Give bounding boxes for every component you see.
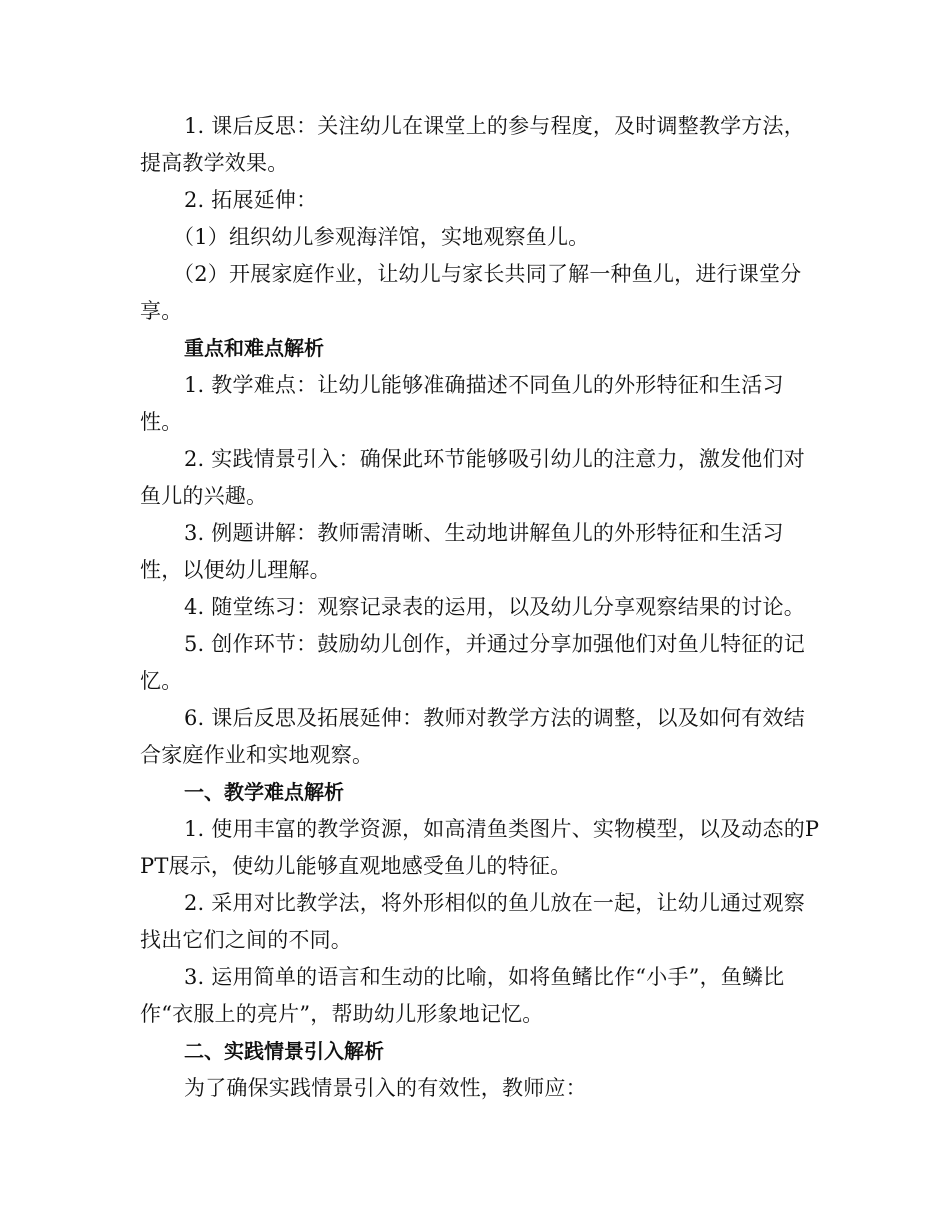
section-heading-scenario-intro: 二、实践情景引入解析 (184, 1039, 384, 1063)
section-heading-teaching-difficulty: 一、教学难点解析 (184, 780, 344, 804)
paragraph-difficulty-3: 3. 运用简单的语言和生动的比喻，如将鱼鳍比作“小手”，鱼鳞比作“衣服上的亮片”，帮助幼儿形象地记忆。 (140, 965, 785, 1026)
document-body (140, 108, 820, 1107)
paragraph-key-point-2: 2. 实践情景引入：确保此环节能够吸引幼儿的注意力，激发他们对鱼儿的兴趣。 (140, 447, 805, 508)
paragraph-scenario-intro: 为了确保实践情景引入的有效性，教师应： (184, 1076, 587, 1100)
paragraph-difficulty-2: 2. 采用对比教学法，将外形相似的鱼儿放在一起，让幼儿通过观察找出它们之间的不同。 (140, 891, 805, 952)
paragraph-key-point-5: 5. 创作环节：鼓励幼儿创作，并通过分享加强他们对鱼儿特征的记忆。 (140, 632, 805, 693)
section-heading-key-points: 重点和难点解析 (184, 336, 324, 360)
paragraph-reflection: 1. 课后反思：关注幼儿在课堂上的参与程度，及时调整教学方法，提高教学效果。 (140, 114, 805, 175)
paragraph-key-point-6: 6. 课后反思及拓展延伸：教师对教学方法的调整，以及如何有效结合家庭作业和实地观察。 (140, 706, 805, 767)
paragraph-extension: 2. 拓展延伸： (184, 188, 318, 212)
paragraph-key-point-4: 4. 随堂练习：观察记录表的运用，以及幼儿分享观察结果的讨论。 (184, 595, 805, 619)
paragraph-key-point-1: 1. 教学难点：让幼儿能够准确描述不同鱼儿的外形特征和生活习性。 (140, 373, 784, 434)
paragraph-difficulty-1: 1. 使用丰富的教学资源，如高清鱼类图片、实物模型，以及动态的PPT展示，使幼儿能够直观地感受鱼儿的特征。 (140, 817, 820, 878)
paragraph-extension-item-1: （1）组织幼儿参观海洋馆，实地观察鱼儿。 (173, 225, 590, 249)
paragraph-extension-item-2: （2）开展家庭作业，让幼儿与家长共同了解一种鱼儿，进行课堂分享。 (140, 262, 802, 323)
paragraph-key-point-3: 3. 例题讲解：教师需清晰、生动地讲解鱼儿的外形特征和生活习性，以便幼儿理解。 (140, 521, 784, 582)
